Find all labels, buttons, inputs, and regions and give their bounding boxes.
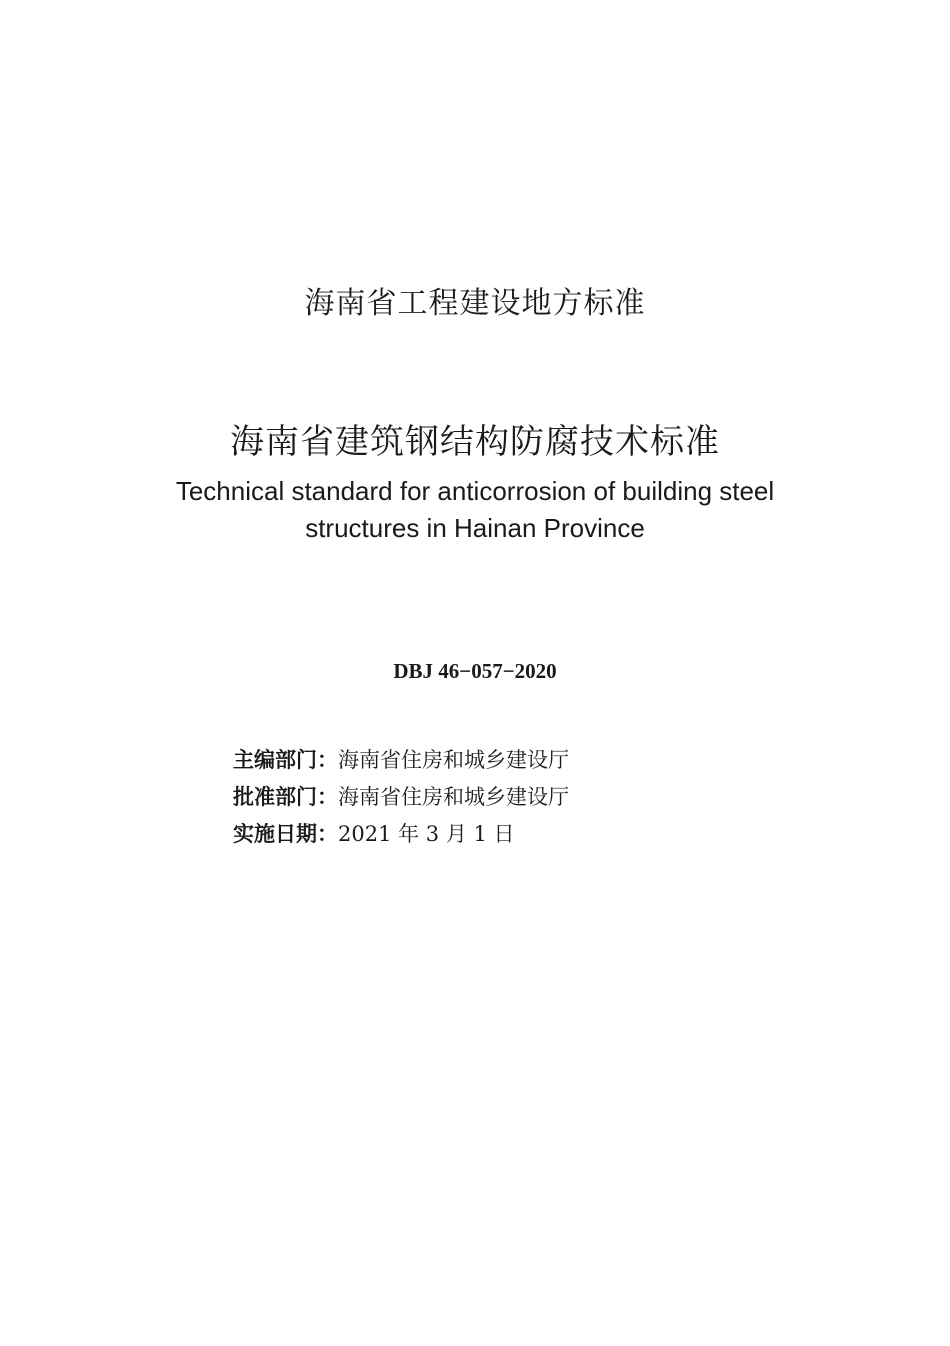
info-label: 主编部门： bbox=[233, 748, 338, 772]
info-row-editor bbox=[233, 742, 833, 779]
title-english-line-2: structures in Hainan Province bbox=[305, 513, 645, 543]
standard-code: DBJ 46−057−2020 bbox=[393, 659, 557, 683]
info-value: 海南省住房和城乡建设厅 bbox=[338, 748, 569, 772]
info-row-approver bbox=[233, 779, 833, 816]
title-english-line-1: Technical standard for anticorrosion of building steel bbox=[175, 476, 775, 506]
info-row-effective-date bbox=[233, 816, 833, 853]
info-label: 批准部门： bbox=[233, 785, 338, 809]
info-label: 实施日期： bbox=[233, 822, 338, 846]
info-value: 2021 年 3 月 1 日 bbox=[338, 822, 515, 846]
title-chinese: 海南省建筑钢结构防腐技术标准 bbox=[230, 422, 720, 462]
info-value: 海南省住房和城乡建设厅 bbox=[338, 785, 569, 809]
title-english bbox=[0, 473, 950, 547]
info-block bbox=[233, 742, 833, 853]
series-title: 海南省工程建设地方标准 bbox=[304, 286, 646, 321]
